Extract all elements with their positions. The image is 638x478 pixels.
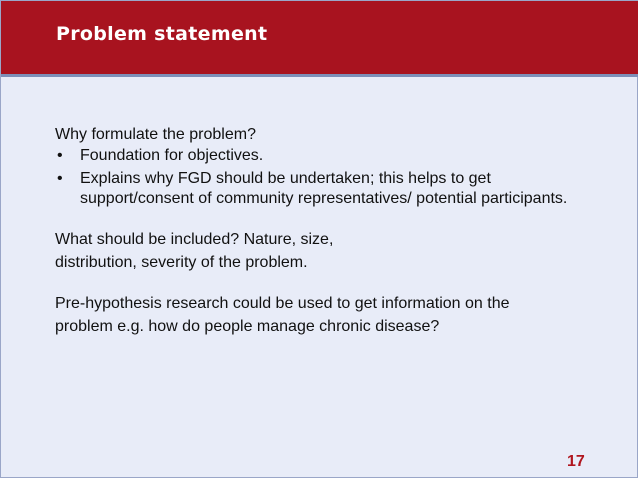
spacer [55,212,595,228]
slide-title: Problem statement [56,23,268,45]
bullet-text: Explains why FGD should be undertaken; this helps to get support/consent of community representatives/ potential participants. [80,170,568,207]
bullet-text: Foundation for objectives. [80,147,264,164]
bullet-icon: • [57,170,63,187]
paragraph-line: What should be included? Nature, size, [55,231,334,248]
header-bar [1,1,638,74]
question-text: Why formulate the problem? [55,126,256,143]
spacer [55,274,595,292]
slide-body [55,123,595,338]
paragraph-line: problem e.g. how do people manage chronic disease? [55,318,440,335]
bullet-item [55,169,595,209]
paragraph-line: distribution, severity of the problem. [55,254,308,271]
page-number: 17 [567,453,585,470]
bullet-list [55,146,595,209]
paragraph-line: Pre-hypothesis research could be used to get information on the [55,295,510,312]
bullet-item [55,146,595,166]
bullet-icon: • [57,147,63,164]
header-divider [1,74,638,77]
